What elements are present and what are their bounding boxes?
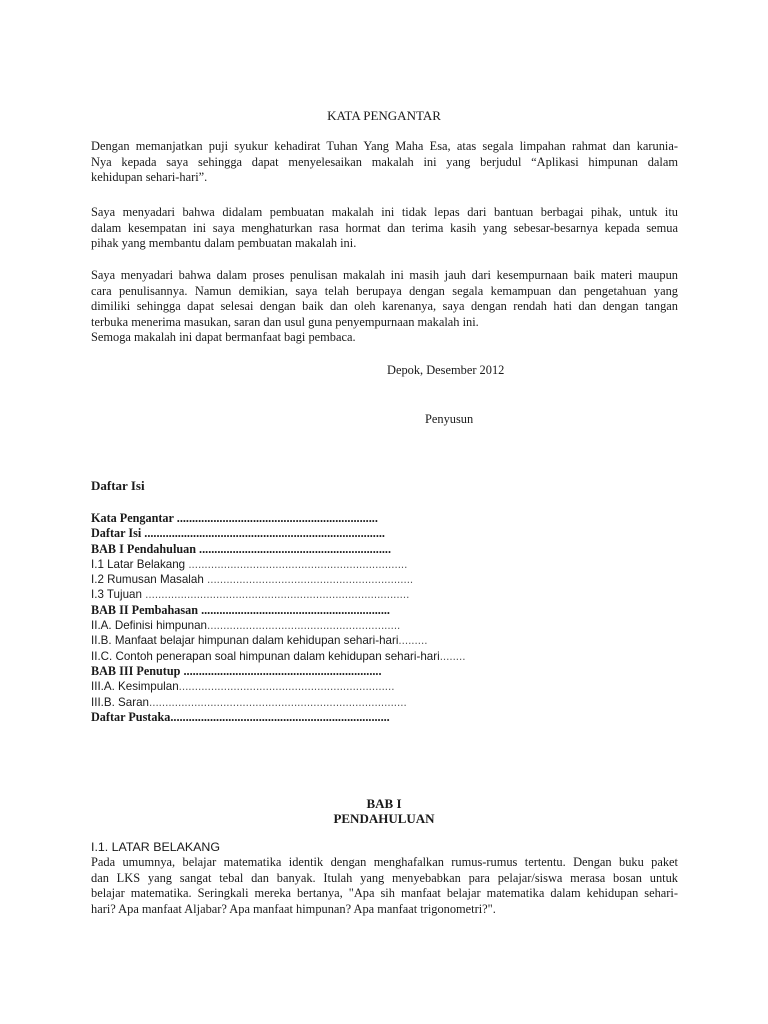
toc-entry: [91, 511, 551, 526]
toc-entry-label: BAB III Penutup: [91, 663, 184, 678]
toc-entry-leader-dots: ............................................................: [207, 619, 401, 633]
paragraph-line: dalam kesempatan ini saya menghaturkan rasa hormat dan terima kasih yang sebesar-besarnya kepada semua: [91, 220, 678, 235]
toc-entry-label: BAB II Pembahasan: [91, 602, 202, 617]
toc-entry-leader-dots: ................................................................: [207, 573, 414, 587]
toc-entry: [91, 526, 551, 541]
paragraph-line: terbuka menerima masukan, saran dan usul guna penyempurnaan makalah ini.: [91, 314, 479, 329]
toc-entry-leader-dots: ..............................................................: [201, 602, 390, 617]
toc-entry-label: II.A. Definisi himpunan: [91, 619, 207, 633]
paragraph-line: dimiliki sehingga dapat selesai dengan baik dan oleh karenanya, saya dengan rendah hati dan dengan tangan: [91, 299, 678, 313]
paragraph-line: Saya menyadari bahwa didalam pembuatan makalah ini tidak lepas dari bantuan berbagai pihak, untuk itu: [91, 205, 678, 219]
toc-entry: [91, 572, 551, 587]
toc-entry-label: Daftar Isi: [91, 526, 145, 541]
toc-entry: [91, 664, 551, 679]
toc-entry-label: I.1 Latar Belakang: [91, 557, 189, 571]
toc-entry-leader-dots: ....................................................................: [188, 557, 408, 571]
toc-entry: [91, 542, 551, 557]
toc-entry-label: III.B. Saran: [91, 695, 149, 709]
paragraph-line: Semoga makalah ini dapat bermanfaat bagi pembaca.: [91, 330, 356, 344]
daftar-isi-title: Daftar Isi: [91, 478, 145, 493]
toc-entry: [91, 679, 551, 694]
toc-entry-leader-dots: .........: [398, 634, 428, 648]
toc-entry-leader-dots: ..................................................................: [176, 511, 378, 525]
bab1-title: BAB I: [366, 796, 402, 811]
bab1-paragraph-1: [91, 855, 678, 917]
toc-entry-label: I.2 Rumusan Masalah: [91, 573, 207, 587]
toc-entry: [91, 587, 551, 602]
paragraph-line: cara penulisannya. Namun demikian, saya telah berupaya dengan segala kemampuan dan pengetahuan yang: [91, 283, 678, 298]
toc-entry-leader-dots: ...............................................................................: [144, 526, 385, 541]
kata-pengantar-paragraph-3: [91, 268, 678, 346]
toc-entry: [91, 710, 551, 725]
kata-pengantar-paragraph-1: [91, 139, 678, 186]
toc-entry: [91, 633, 551, 648]
kata-pengantar-title: KATA PENGANTAR: [327, 108, 441, 123]
place-date: Depok, Desember 2012: [387, 363, 505, 377]
paragraph-line: Nya kepada saya sehingga dapat menyelesaikan makalah ini yang berjudul “Aplikasi himpunan dalam: [91, 154, 678, 169]
author-signature-label: Penyusun: [425, 412, 474, 426]
toc-entry-leader-dots: ...............................................................: [199, 541, 391, 556]
toc-entry: [91, 557, 551, 572]
bab1-subtitle: PENDAHULUAN: [333, 811, 435, 826]
toc-entry-leader-dots: ..................................................................................: [145, 588, 410, 602]
paragraph-line: belajar matematika. Seringkali mereka bertanya, "Apa sih manfaat belajar matematika dalam kehidupan sehari-: [91, 886, 678, 900]
paragraph-line: dan LKS yang sangat tebal dan banyak. Itulah yang menyebabkan para pelajar/siswa merasa bosan untuk: [91, 870, 678, 885]
kata-pengantar-paragraph-2: [91, 205, 678, 252]
toc-entry: [91, 649, 551, 664]
toc-entry-leader-dots: ................................................................................: [149, 695, 407, 709]
toc-entry-label: II.B. Manfaat belajar himpunan dalam kehidupan sehari-hari: [91, 634, 399, 648]
toc-entry-label: Daftar Pustaka: [91, 709, 171, 724]
toc-entry-label: Kata Pengantar: [91, 511, 177, 525]
toc-entry-label: BAB I Pendahuluan: [91, 541, 200, 556]
paragraph-line: pihak yang membantu dalam pembuatan makalah ini.: [91, 236, 357, 250]
paragraph-line: Dengan memanjatkan puji syukur kehadirat Tuhan Yang Maha Esa, atas segala limpahan rahmat dan karunia-: [91, 139, 678, 153]
toc-entry: [91, 695, 551, 710]
toc-entry-label: II.C. Contoh penerapan soal himpunan dalam kehidupan sehari-hari: [91, 649, 440, 663]
paragraph-line: Saya menyadari bahwa dalam proses penulisan makalah ini masih jauh dari kesempurnaan baik materi maupun: [91, 268, 678, 282]
toc-entry-label: III.A. Kesimpulan: [91, 680, 179, 694]
table-of-contents: [91, 511, 551, 725]
toc-entry-leader-dots: ...................................................................: [178, 680, 395, 694]
toc-entry-leader-dots: ........................................................................: [170, 709, 390, 724]
paragraph-line: kehidupan sehari-hari”.: [91, 170, 208, 184]
toc-entry: [91, 603, 551, 618]
toc-entry-leader-dots: .................................................................: [183, 663, 382, 678]
paragraph-line: Pada umumnya, belajar matematika identik dengan menghafalkan rumus-rumus tertentu. Dengan buku paket: [91, 855, 678, 869]
toc-entry-label: I.3 Tujuan: [91, 588, 146, 602]
toc-entry: [91, 618, 551, 633]
toc-entry-leader-dots: ........: [439, 649, 466, 663]
paragraph-line: hari? Apa manfaat Aljabar? Apa manfaat himpunan? Apa manfaat trigonometri?".: [91, 901, 496, 916]
section-heading-latar-belakang: I.1. LATAR BELAKANG: [91, 840, 220, 854]
